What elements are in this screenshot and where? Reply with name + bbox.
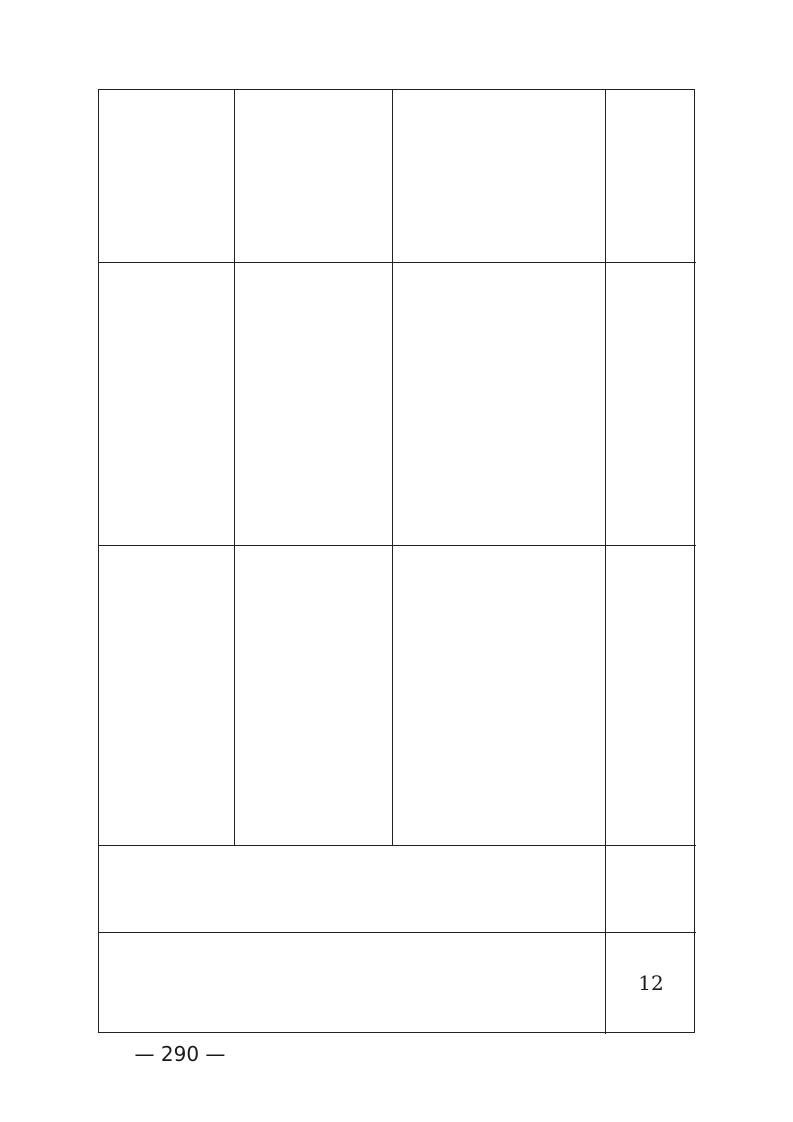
penalty-table	[98, 89, 695, 1033]
legal-basis-cell	[99, 546, 605, 845]
legal-basis-cell	[606, 546, 696, 845]
penalty-cell	[99, 90, 234, 262]
penalty-cell	[393, 90, 605, 262]
circumstance-cell	[99, 263, 234, 545]
circumstance-cell	[393, 263, 605, 545]
penalty-cell	[606, 90, 696, 262]
row-number: 12	[638, 971, 664, 995]
page-number: — 290 —	[134, 1042, 226, 1066]
circumstance-cell	[235, 263, 392, 545]
penalty-cell	[235, 90, 392, 262]
circumstance-cell	[606, 263, 696, 545]
violation-cell	[606, 846, 696, 932]
violation-cell	[99, 846, 605, 932]
